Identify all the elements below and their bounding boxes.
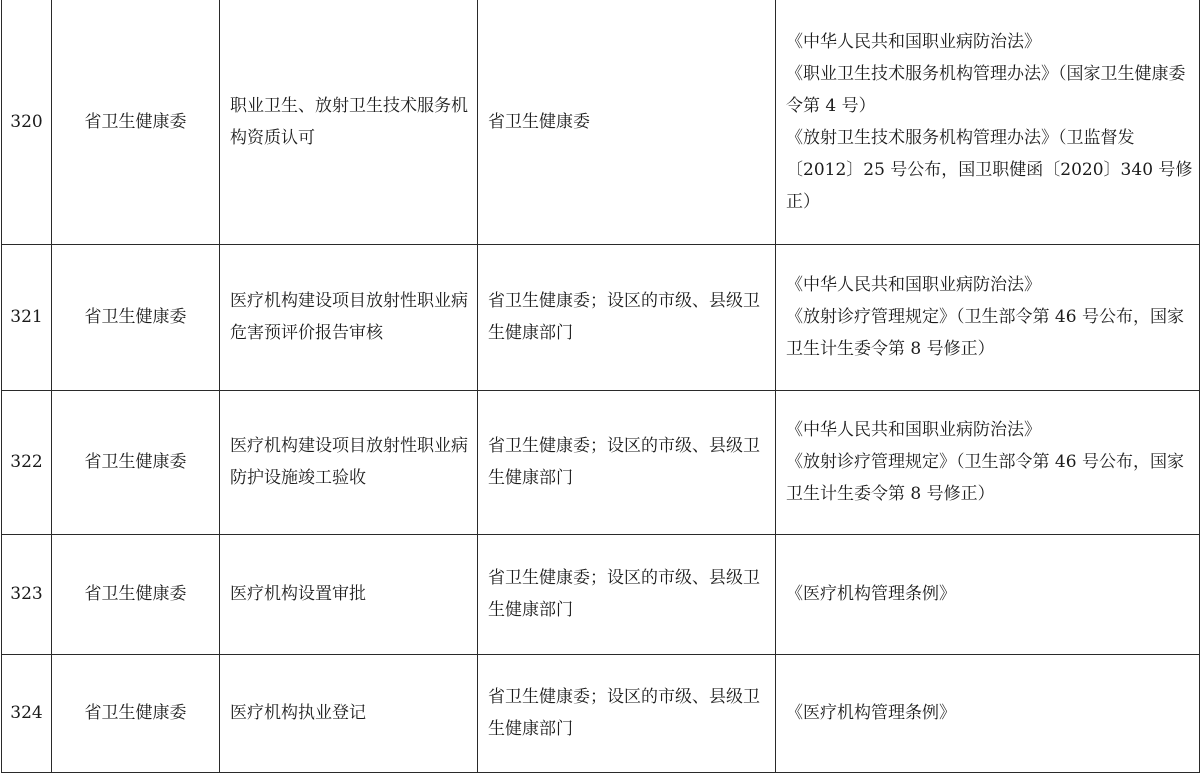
legal-basis-item: 《中华人民共和国职业病防治法》	[786, 275, 1041, 295]
item-name-cell	[220, 390, 478, 534]
approval-items-table	[1, 0, 1200, 773]
item-name-text: 医疗机构执业登记	[230, 703, 366, 723]
item-name-cell	[220, 534, 478, 654]
legal-basis-item: 《放射诊疗管理规定》（卫生部令第 46 号公布，国家卫生计生委令第 8 号修正）	[786, 452, 1184, 504]
legal-basis-cell	[776, 654, 1200, 772]
item-name-text: 医疗机构建设项目放射性职业病危害预评价报告审核	[230, 291, 468, 343]
table-row	[2, 390, 1200, 534]
department-cell: 省卫生健康委	[52, 534, 220, 654]
item-name-text: 医疗机构设置审批	[230, 584, 366, 604]
legal-basis-item: 《职业卫生技术服务机构管理办法》（国家卫生健康委令第 4 号）	[786, 63, 1186, 116]
item-name-cell	[220, 244, 478, 390]
item-name-text: 职业卫生、放射卫生技术服务机构资质认可	[230, 95, 468, 148]
legal-basis-cell	[776, 0, 1200, 244]
implementer-text: 省卫生健康委；设区的市级、县级卫生健康部门	[488, 436, 760, 488]
department-cell: 省卫生健康委	[52, 654, 220, 772]
department-cell: 省卫生健康委	[52, 0, 220, 244]
table-row	[2, 654, 1200, 772]
legal-basis-item: 《放射诊疗管理规定》（卫生部令第 46 号公布，国家卫生计生委令第 8 号修正）	[786, 307, 1184, 359]
row-number: 323	[2, 534, 52, 654]
department-cell: 省卫生健康委	[52, 390, 220, 534]
table-row	[2, 0, 1200, 244]
legal-basis-cell	[776, 244, 1200, 390]
table-row	[2, 534, 1200, 654]
row-number: 322	[2, 390, 52, 534]
implementer-text: 省卫生健康委；设区的市级、县级卫生健康部门	[488, 291, 760, 343]
legal-basis-cell	[776, 534, 1200, 654]
implementer-cell	[478, 0, 776, 244]
implementer-cell	[478, 654, 776, 772]
legal-basis-item: 《中华人民共和国职业病防治法》	[786, 420, 1041, 440]
legal-basis-item: 《放射卫生技术服务机构管理办法》（卫监督发〔2012〕25 号公布，国卫职健函〔2020〕340 号修正）	[786, 127, 1193, 212]
row-number: 320	[2, 0, 52, 244]
table-row	[2, 244, 1200, 390]
implementer-cell	[478, 534, 776, 654]
implementer-text: 省卫生健康委	[488, 111, 590, 132]
item-name-text: 医疗机构建设项目放射性职业病防护设施竣工验收	[230, 436, 468, 488]
implementer-text: 省卫生健康委；设区的市级、县级卫生健康部门	[488, 687, 760, 739]
implementer-cell	[478, 390, 776, 534]
legal-basis-item: 《医疗机构管理条例》	[786, 703, 956, 723]
legal-basis-item: 《中华人民共和国职业病防治法》	[786, 31, 1041, 52]
row-number: 324	[2, 654, 52, 772]
legal-basis-cell	[776, 390, 1200, 534]
legal-basis-item: 《医疗机构管理条例》	[786, 584, 956, 604]
implementer-text: 省卫生健康委；设区的市级、县级卫生健康部门	[488, 568, 760, 620]
department-cell: 省卫生健康委	[52, 244, 220, 390]
item-name-cell	[220, 0, 478, 244]
row-number: 321	[2, 244, 52, 390]
implementer-cell	[478, 244, 776, 390]
item-name-cell	[220, 654, 478, 772]
